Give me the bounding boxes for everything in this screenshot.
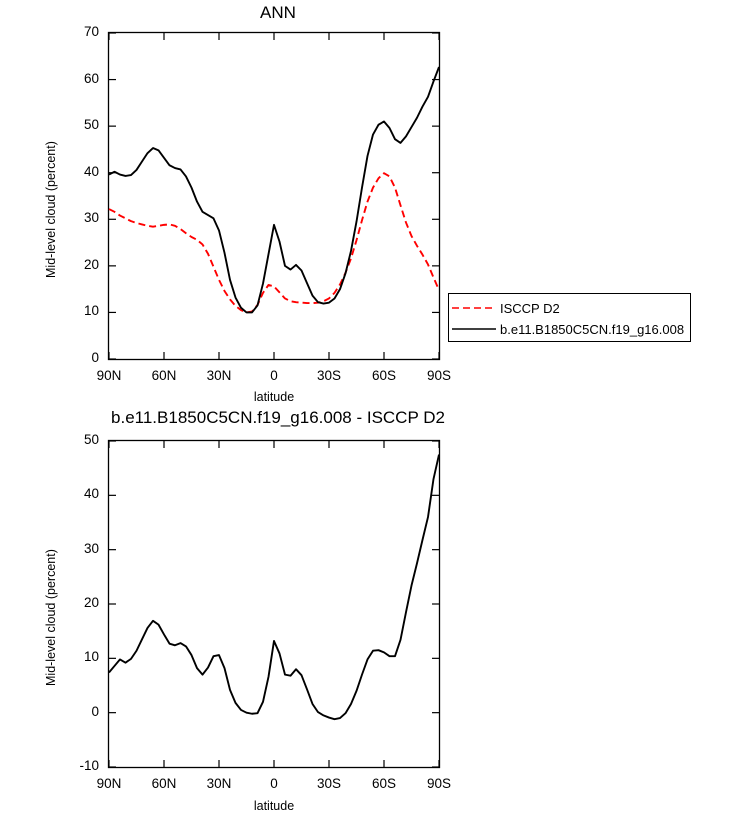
data-lines-bottom [109,455,439,720]
xtick-label: 90N [96,368,122,383]
series-line [109,67,439,312]
axis-ticks-bottom [109,441,439,767]
ytick-label: 10 [83,649,99,665]
ytick-label: 10 [83,303,99,319]
series-line [109,455,439,720]
ytick-label: -10 [79,758,99,773]
data-lines-top [109,67,439,312]
yaxis-label-top: Mid-level cloud (percent) [44,141,58,278]
plot-frame-bottom [109,441,440,768]
legend-label-model: b.e11.B1850C5CN.f19_g16.008 [500,321,685,337]
xaxis-label-top: latitude [253,390,295,404]
ytick-label: 30 [83,540,99,556]
chart-title-bottom: b.e11.B1850C5CN.f19_g16.008 - ISCCP D2 [111,408,445,427]
xtick-label: 30S [316,776,342,791]
xtick-label: 60S [371,776,397,791]
ytick-label: 40 [83,163,99,179]
legend-item-isccp[interactable] [452,298,560,318]
ytick-label: 20 [83,595,99,610]
xtick-label: 90S [426,776,452,791]
xtick-label: 0 [270,776,278,791]
ytick-label: 50 [83,432,99,447]
xtick-label: 60N [151,776,177,791]
xaxis-label-bottom: latitude [253,799,295,813]
yaxis-label-bottom: Mid-level cloud (percent) [44,549,58,686]
xtick-label: 60S [371,368,397,383]
plot-frame-top [109,33,440,360]
ytick-label: 50 [83,117,99,133]
axis-ticks-top [109,33,439,359]
xtick-label: 90N [96,776,122,791]
chart-title-top: ANN [260,3,296,22]
ytick-label: 0 [91,703,99,719]
chart-panel-bottom [0,400,733,824]
ytick-label: 0 [91,350,99,365]
xtick-label: 30N [206,776,232,791]
chart-panel-top [0,0,733,404]
series-line [109,173,439,312]
ytick-label: 70 [83,24,99,39]
xtick-label: 30S [316,368,342,383]
xtick-label: 0 [270,368,278,383]
chart-plot-bottom [0,400,733,824]
xtick-label: 90S [426,368,452,383]
legend-label-isccp: ISCCP D2 [500,300,560,316]
ytick-label: 30 [83,210,99,226]
xtick-label: 30N [206,368,232,383]
legend-item-model[interactable] [452,319,684,339]
ytick-label: 20 [83,256,99,272]
xtick-label: 60N [151,368,177,383]
ytick-label: 40 [83,486,99,502]
ytick-label: 60 [83,70,99,86]
